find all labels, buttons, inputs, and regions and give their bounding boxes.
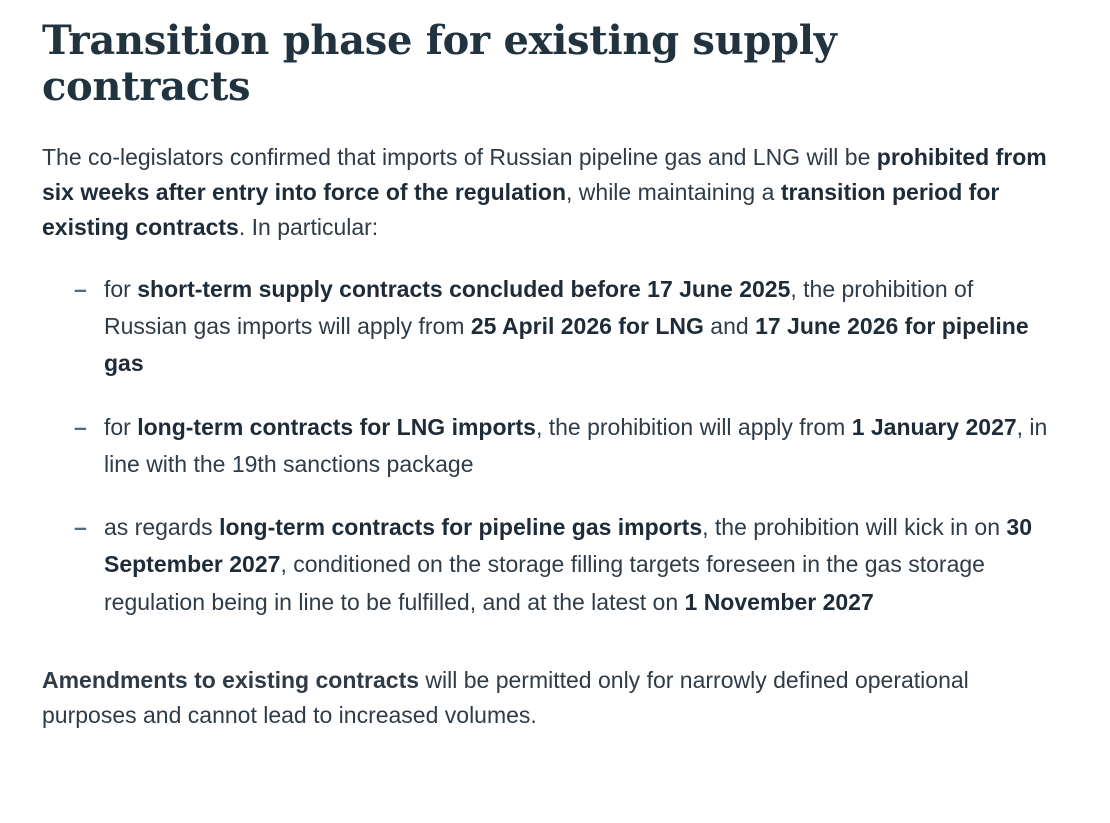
bullet-dash-icon: – bbox=[74, 413, 87, 440]
bullet-dash-icon: – bbox=[74, 275, 87, 302]
page-title: Transition phase for existing supply contracts bbox=[42, 17, 837, 110]
list-item bbox=[42, 509, 1050, 621]
list-item bbox=[42, 271, 1050, 383]
closing-paragraph: Amendments to existing contracts will be permitted only for narrowly defined operational purposes and cannot lead to increased volumes. bbox=[42, 666, 969, 728]
list-item-text: for short-term supply contracts concluded before 17 June 2025, the prohibition of Russian gas imports will apply from 25 April 2026 for LNG and 17 June 2026 for pipeline gas bbox=[104, 275, 1029, 377]
bullet-dash-icon: – bbox=[74, 514, 87, 541]
intro-paragraph: The co-legislators confirmed that imports of Russian pipeline gas and LNG will be prohibited from six weeks after entry into force of the regulation, while maintaining a transition period for existing contracts. In particular: bbox=[42, 144, 1047, 240]
list-item bbox=[42, 409, 1050, 484]
list-item-text: as regards long-term contracts for pipeline gas imports, the prohibition will kick in on 30 September 2027, conditioned on the storage filling targets foreseen in the gas storage regulation being in line to be fulfilled, and at the latest on 1 November 2027 bbox=[104, 514, 1032, 615]
list-item-text: for long-term contracts for LNG imports, the prohibition will apply from 1 January 2027, in line with the 19th sanctions package bbox=[104, 413, 1048, 477]
bullet-list bbox=[42, 271, 1050, 621]
